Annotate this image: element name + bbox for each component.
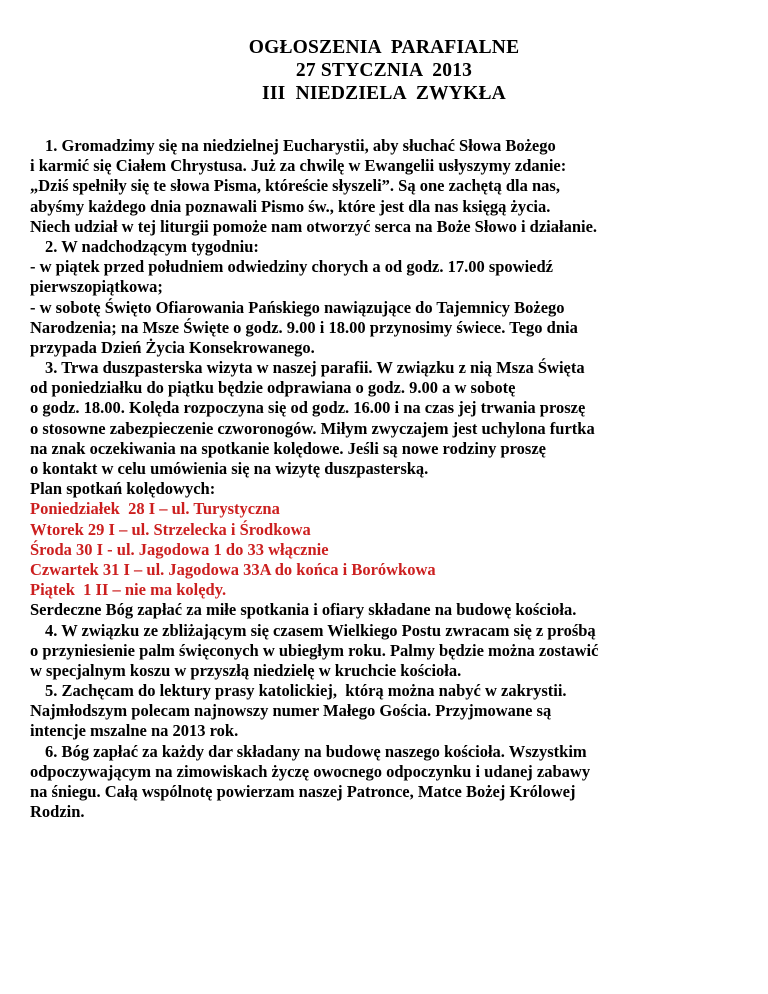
announcement-line: 1. Gromadzimy się na niedzielnej Eucharystii, aby słuchać Słowa Bożego — [45, 136, 556, 155]
schedule-thanks: Serdeczne Bóg zapłać za miłe spotkania i ofiary składane na budowę kościoła. — [30, 600, 577, 620]
announcement-line: - w piątek przed południem odwiedziny chorych a od godz. 17.00 spowiedź — [30, 257, 553, 277]
announcement-line: o przyniesienie palm święconych w ubiegłym roku. Palmy będzie można zostawić — [30, 640, 599, 660]
announcement-2 — [30, 237, 755, 358]
announcement-line: 6. Bóg zapłać za każdy dar składany na budowę naszego kościoła. Wszystkim — [45, 741, 587, 761]
announcement-line: Narodzenia; na Msze Święte o godz. 9.00 i 18.00 przynosimy świece. Tego dnia — [30, 317, 578, 337]
announcement-line: przypada Dzień Życia Konsekrowanego. — [30, 337, 315, 357]
announcement-line: „Dziś spełniły się te słowa Pisma, któreście słyszeli”. Są one zachętą dla nas, — [30, 176, 560, 196]
announcement-line: odpoczywającym na zimowiskach życzę owocnego odpoczynku i udanej zabawy — [30, 761, 591, 781]
page-date: 27 STYCZNIA 2013 — [295, 60, 473, 81]
announcement-4 — [30, 621, 755, 682]
announcement-line: Rodzin. — [30, 802, 85, 822]
announcement-line: 5. Zachęcam do lektury prasy katolickiej, którą można nabyć w zakrystii. — [45, 681, 567, 701]
announcement-5 — [30, 681, 755, 742]
announcement-line: 3. Trwa duszpasterska wizyta w naszej parafii. W związku z nią Msza Święta — [45, 358, 585, 378]
announcement-line: i karmić się Ciałem Chrystusa. Już za chwilę w Ewangelii usłyszymy zdanie: — [30, 156, 567, 176]
announcement-6 — [30, 742, 755, 823]
schedule-item: Czwartek 31 I – ul. Jagodowa 33A do końca i Borówkowa — [30, 559, 436, 579]
announcement-line: o stosowne zabezpieczenie czworonogów. Miłym zwyczajem jest uchylona furtka — [30, 418, 595, 438]
schedule-item: Wtorek 29 I – ul. Strzelecka i Środkowa — [30, 519, 311, 539]
schedule-item: Poniedziałek 28 I – ul. Turystyczna — [30, 499, 280, 519]
announcement-line: Niech udział w tej liturgii pomoże nam otworzyć serca na Boże Słowo i działanie. — [30, 216, 598, 236]
announcement-line: intencje mszalne na 2013 rok. — [30, 721, 239, 741]
announcement-line: o godz. 18.00. Kolęda rozpoczyna się od godz. 16.00 i na czas jej trwania proszę — [30, 398, 586, 418]
announcement-line: od poniedziałku do piątku będzie odprawiana o godz. 9.00 a w sobotę — [30, 378, 516, 398]
announcement-1 — [30, 136, 755, 237]
announcement-line: 2. W nadchodzącym tygodniu: — [45, 236, 259, 256]
page-heading — [0, 36, 768, 105]
announcement-line: 4. W związku ze zbliżającym się czasem Wielkiego Postu zwracam się z prośbą — [45, 620, 596, 640]
announcements-body — [30, 136, 755, 822]
liturgical-sunday: III NIEDZIELA ZWYKŁA — [262, 83, 506, 104]
announcement-line: o kontakt w celu umówienia się na wizytę duszpasterską. — [30, 459, 429, 478]
announcement-line: w specjalnym koszu w przyszłą niedzielę w kruchcie kościoła. — [30, 660, 462, 680]
announcement-3 — [30, 358, 755, 479]
carol-visit-schedule — [30, 479, 755, 620]
page-title: OGŁOSZENIA PARAFIALNE — [248, 37, 520, 58]
schedule-title: Plan spotkań kolędowych: — [30, 479, 216, 499]
schedule-item: Środa 30 I - ul. Jagodowa 1 do 33 włącznie — [30, 539, 329, 559]
announcement-line: na śniegu. Całą wspólnotę powierzam naszej Patronce, Matce Bożej Królowej — [30, 782, 576, 801]
announcement-line: na znak oczekiwania na spotkanie kolędowe. Jeśli są nowe rodziny proszę — [30, 438, 546, 458]
announcement-line: abyśmy każdego dnia poznawali Pismo św., które jest dla nas księgą życia. — [30, 196, 551, 216]
announcement-line: Najmłodszym polecam najnowszy numer Małego Gościa. Przyjmowane są — [30, 701, 552, 721]
announcement-line: - w sobotę Święto Ofiarowania Pańskiego nawiązujące do Tajemnicy Bożego — [30, 297, 565, 317]
announcement-line: pierwszopiątkowa; — [30, 277, 163, 297]
schedule-item: Piątek 1 II – nie ma kolędy. — [30, 580, 227, 600]
